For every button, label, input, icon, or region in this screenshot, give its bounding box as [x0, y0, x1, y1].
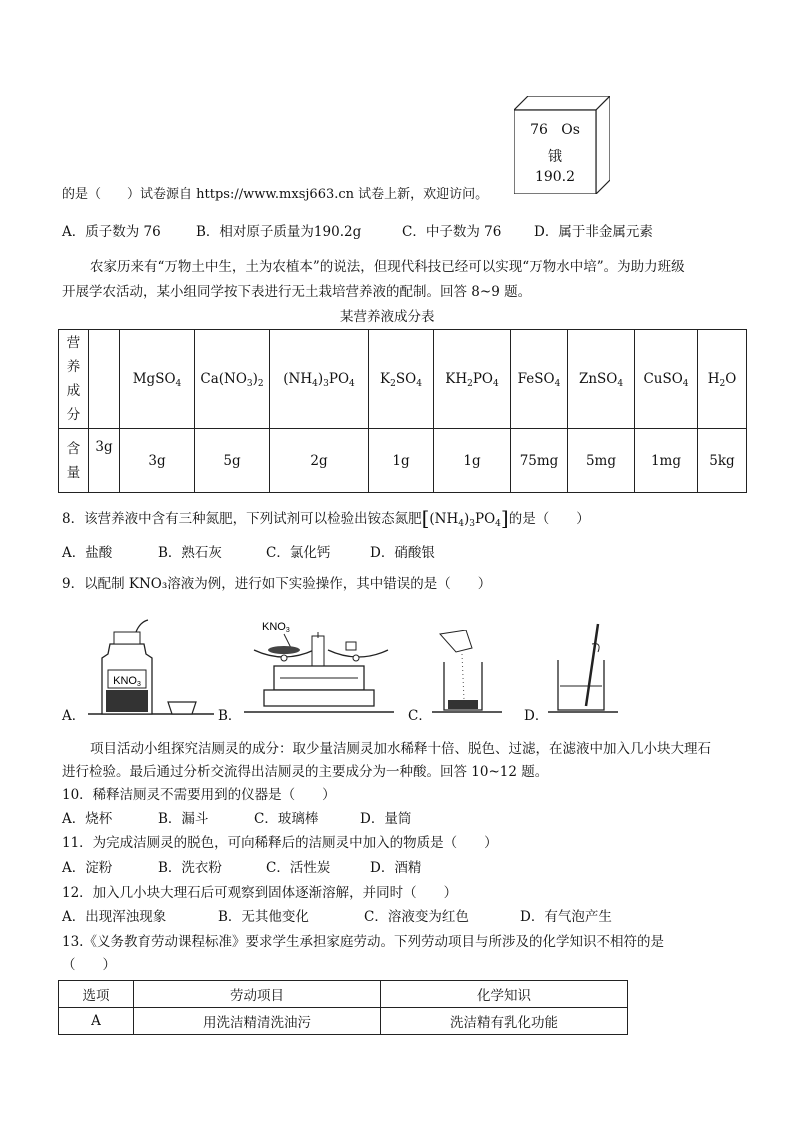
component-cell: FeSO$_4$	[511, 330, 568, 429]
atomic-mass: 190.2	[534, 169, 576, 185]
nutrient-table	[58, 329, 747, 493]
intro-10-12-line1: 项目活动小组探究洁厕灵的成分：取少量洁厕灵加水稀释十倍、脱色、过滤，在滤液中加入几小块大理石	[90, 741, 711, 757]
balance-label: KNO3	[262, 621, 290, 634]
amount-cell: 3g	[89, 429, 120, 493]
header-chemistry-knowledge: 化学知识	[381, 981, 628, 1008]
intro-8-9-line2: 开展学农活动，某小组同学按下表进行无土栽培营养液的配制。回答 8~9 题。	[62, 284, 532, 300]
q12-option-d: D．有气泡产生	[520, 909, 612, 925]
amount-cell: 1g	[434, 429, 511, 493]
q9-stem: 9．以配制 KNO₃溶液为例，进行如下实验操作，其中错误的是（ ）	[62, 576, 492, 592]
balance-figure	[244, 620, 394, 716]
q10-option-a: A．烧杯	[62, 811, 113, 827]
bottle-label: KNO3	[113, 675, 141, 688]
amount-cell: 1mg	[635, 429, 698, 493]
component-cell: CuSO$_4$	[635, 330, 698, 429]
component-cell: MgSO$_4$	[120, 330, 195, 429]
q10-option-d: D．量筒	[360, 811, 412, 827]
q11-option-c: C．活性炭	[266, 860, 331, 876]
q13-stem: 13.《义务教育劳动课程标准》要求学生承担家庭劳动。下列劳动项目与所涉及的化学知识不相符的是	[62, 934, 664, 950]
q9-label-a: A．	[62, 708, 86, 724]
header-labor-project: 劳动项目	[134, 981, 381, 1008]
q7-option-b: B．相对原子质量为190.2g	[196, 224, 362, 240]
q7-option-d: D．属于非金属元素	[534, 224, 653, 240]
q7-stem: 的是（ ）试卷源自 https://www.mxsj663.cn 试卷上新，欢迎访问。	[62, 187, 489, 202]
element-symbol: Os	[561, 122, 580, 138]
amount-cell: 5kg	[698, 429, 747, 493]
q8-option-d: D．硝酸银	[370, 545, 435, 561]
atomic-number: 76	[530, 122, 548, 138]
q9-label-d: D．	[524, 708, 549, 724]
amount-cell: 75mg	[511, 429, 568, 493]
q11-stem: 11．为完成洁厕灵的脱色，可向稀释后的洁厕灵中加入的物质是（ ）	[62, 835, 498, 851]
q8-option-c: C．氯化钙	[266, 545, 331, 561]
header-option: 选项	[59, 981, 134, 1008]
component-cell: $K_2SO_4$	[369, 330, 434, 429]
element-name: 锇	[548, 149, 562, 165]
q7-option-a: A．质子数为 76	[62, 224, 161, 240]
intro-10-12-line2: 进行检验。最后通过分析交流得出洁厕灵的主要成分为一种酸。回答 10~12 题。	[62, 764, 549, 780]
q9-label-b: B．	[218, 708, 242, 724]
q12-option-b: B．无其他变化	[218, 909, 309, 925]
q8-stem: 8．该营养液中含有三种氮肥，下列试剂可以检验出铵态氮肥$[(NH_4)_3PO_4]$的是（ ）	[62, 506, 590, 530]
q8-option-b: B．熟石灰	[158, 545, 222, 561]
labor-table	[58, 980, 628, 1035]
table-title: 某营养液成分表	[340, 309, 435, 325]
q11-option-a: A．淀粉	[62, 860, 113, 876]
q10-stem: 10．稀释洁厕灵不需要用到的仪器是（ ）	[62, 787, 336, 803]
component-cell: $H_2O$	[698, 330, 747, 429]
q10-option-b: B．漏斗	[158, 811, 209, 827]
q8-option-a: A．盐酸	[62, 545, 113, 561]
component-cell: $Ca(NO_3)_2$	[195, 330, 270, 429]
q7-option-c: C．中子数为 76	[402, 224, 502, 240]
q11-option-d: D．酒精	[370, 860, 422, 876]
amount-cell: 2g	[270, 429, 369, 493]
component-cell: $KH_2PO_4$	[434, 330, 511, 429]
row-header-components: 营养成分	[59, 330, 89, 429]
intro-8-9-line1: 农家历来有“万物土中生，土为农植本”的说法，但现代科技已经可以实现“万物水中培”。为助力班级	[90, 259, 685, 275]
q12-option-a: A．出现浑浊现象	[62, 909, 167, 925]
reagent-bottle-figure	[88, 618, 214, 718]
q10-option-c: C．玻璃棒	[254, 811, 319, 827]
component-cell	[89, 330, 120, 429]
pouring-beaker-figure	[432, 630, 502, 716]
amount-cell: 5g	[195, 429, 270, 493]
element-card	[514, 96, 610, 194]
amount-cell: 3g	[120, 429, 195, 493]
q9-label-c: C．	[408, 708, 432, 724]
stirring-beaker-figure	[548, 620, 618, 716]
component-cell: ZnSO$_4$	[568, 330, 635, 429]
q11-option-b: B．洗衣粉	[158, 860, 222, 876]
q12-stem: 12．加入几小块大理石后可观察到固体逐渐溶解，并同时（ ）	[62, 885, 458, 901]
row-header-amount: 含量	[59, 429, 89, 493]
cell-option: A	[59, 1008, 134, 1035]
amount-cell: 5mg	[568, 429, 635, 493]
cell-chemistry-knowledge: 洗洁精有乳化功能	[381, 1008, 628, 1035]
cell-labor-project: 用洗洁精清洗油污	[134, 1008, 381, 1035]
component-cell: $(NH_4)_3PO_4$	[270, 330, 369, 429]
amount-cell: 1g	[369, 429, 434, 493]
q12-option-c: C．溶液变为红色	[364, 909, 469, 925]
table-row	[59, 1008, 628, 1035]
q13-paren: （ ）	[62, 957, 116, 973]
